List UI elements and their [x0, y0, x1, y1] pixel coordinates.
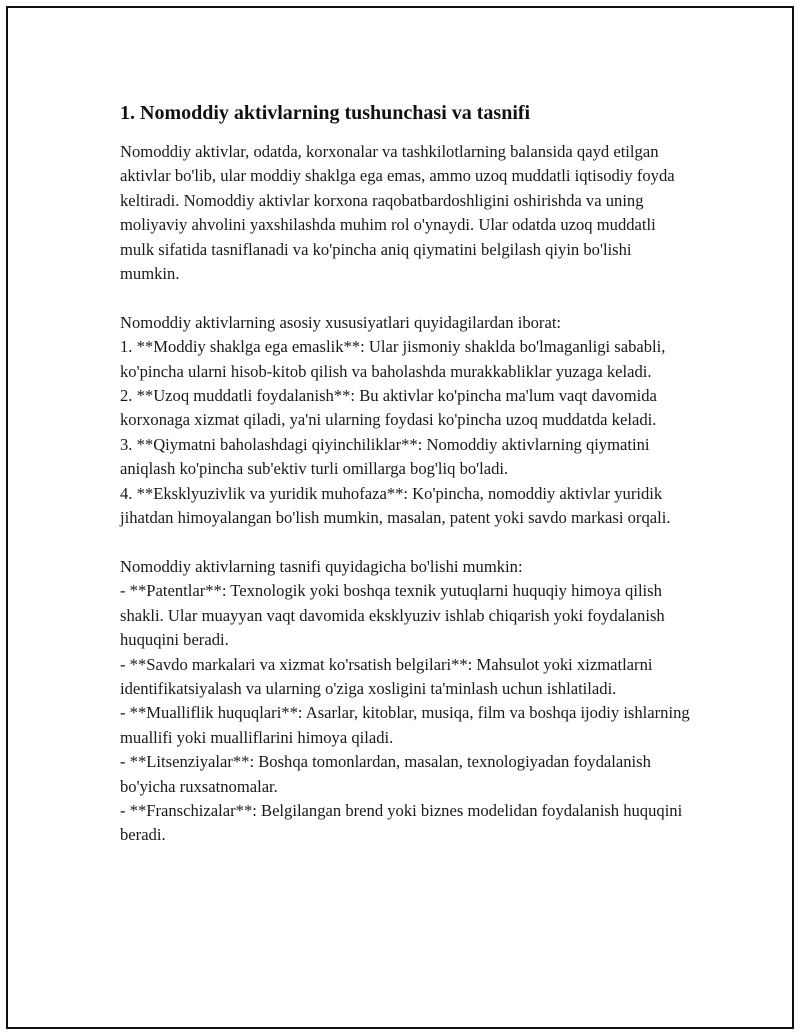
paragraph-gap: [120, 530, 690, 554]
classification-item-trademarks: - **Savdo markalari va xizmat ko'rsatish belgilari**: Mahsulot yoki xizmatlarni identifikatsiyalash va ularning o'ziga xosligini ta'minlash uchun ishlatiladi.: [120, 654, 653, 698]
feature-item-4: 4. **Eksklyuzivlik va yuridik muhofaza**: Ko'pincha, nomoddiy aktivlar yuridik jihatdan himoyalangan bo'lish mumkin, masalan, patent yoki savdo markasi orqali.: [120, 483, 671, 528]
feature-item-3: 3. **Qiymatni baholashdagi qiyinchiliklar**: Nomoddiy aktivlarning qiymatini aniqlash ko'pincha sub'ektiv turli omillarga bog'liq bo'ladi.: [120, 434, 650, 479]
page-frame: [6, 6, 794, 1029]
classification-item-licenses: - **Litsenziyalar**: Boshqa tomonlardan, masalan, texnologiyadan foydalanish bo'yicha ruxsatnomalar.: [120, 752, 651, 796]
document-body: [120, 100, 690, 848]
intro-paragraph: Nomoddiy aktivlar, odatda, korxonalar va tashkilotlarning balansida qayd etilgan aktivlar bo'lib, ular moddiy shaklga ega emas, ammo uzoq muddatli iqtisodiy foyda keltiradi. Nomoddiy aktivlar korxona raqobatbardoshligini oshirishda va uning moliyaviy ahvolini yaxshilashda muhim rol o'ynaydi. Ular odatda uzoq muddatli mulk sifatida tasniflanadi va ko'pincha aniq qiymatini belgilash qiyin bo'lishi mumkin.: [120, 142, 675, 284]
classification-item-copyrights: - **Mualliflik huquqlari**: Asarlar, kitoblar, musiqa, film va boshqa ijodiy ishlarning muallifi yoki mualliflarini himoya qiladi.: [120, 703, 690, 747]
classification-item-franchises: - **Franschizalar**: Belgilangan brend yoki biznes modelidan foydalanish huquqini beradi.: [120, 800, 683, 845]
feature-item-2: 2. **Uzoq muddatli foydalanish**: Bu aktivlar ko'pincha ma'lum vaqt davomida korxonaga xizmat qiladi, ya'ni ularning foydasi ko'pincha uzoq muddatda keladi.: [120, 386, 657, 430]
feature-item-1: 1. **Moddiy shaklga ega emaslik**: Ular jismoniy shaklda bo'lmaganligi sababli, ko'pincha ularni hisob-kitob qilish va baholashda murakkabliklar yuzaga keladi.: [120, 337, 666, 381]
paragraph-gap: [120, 286, 690, 310]
classification-heading: Nomoddiy aktivlarning tasnifi quyidagicha bo'lishi mumkin:: [120, 556, 523, 576]
classification-item-patents: - **Patentlar**: Texnologik yoki boshqa texnik yutuqlarni huquqiy himoya qilish shakli. Ular muayyan vaqt davomida eksklyuziv ishlab chiqarish yoki foydalanish huquqini beradi.: [120, 581, 665, 650]
features-heading: Nomoddiy aktivlarning asosiy xususiyatlari quyidagilardan iborat:: [120, 312, 562, 332]
document-title: 1. Nomoddiy aktivlarning tushunchasi va tasnifi: [120, 102, 531, 124]
